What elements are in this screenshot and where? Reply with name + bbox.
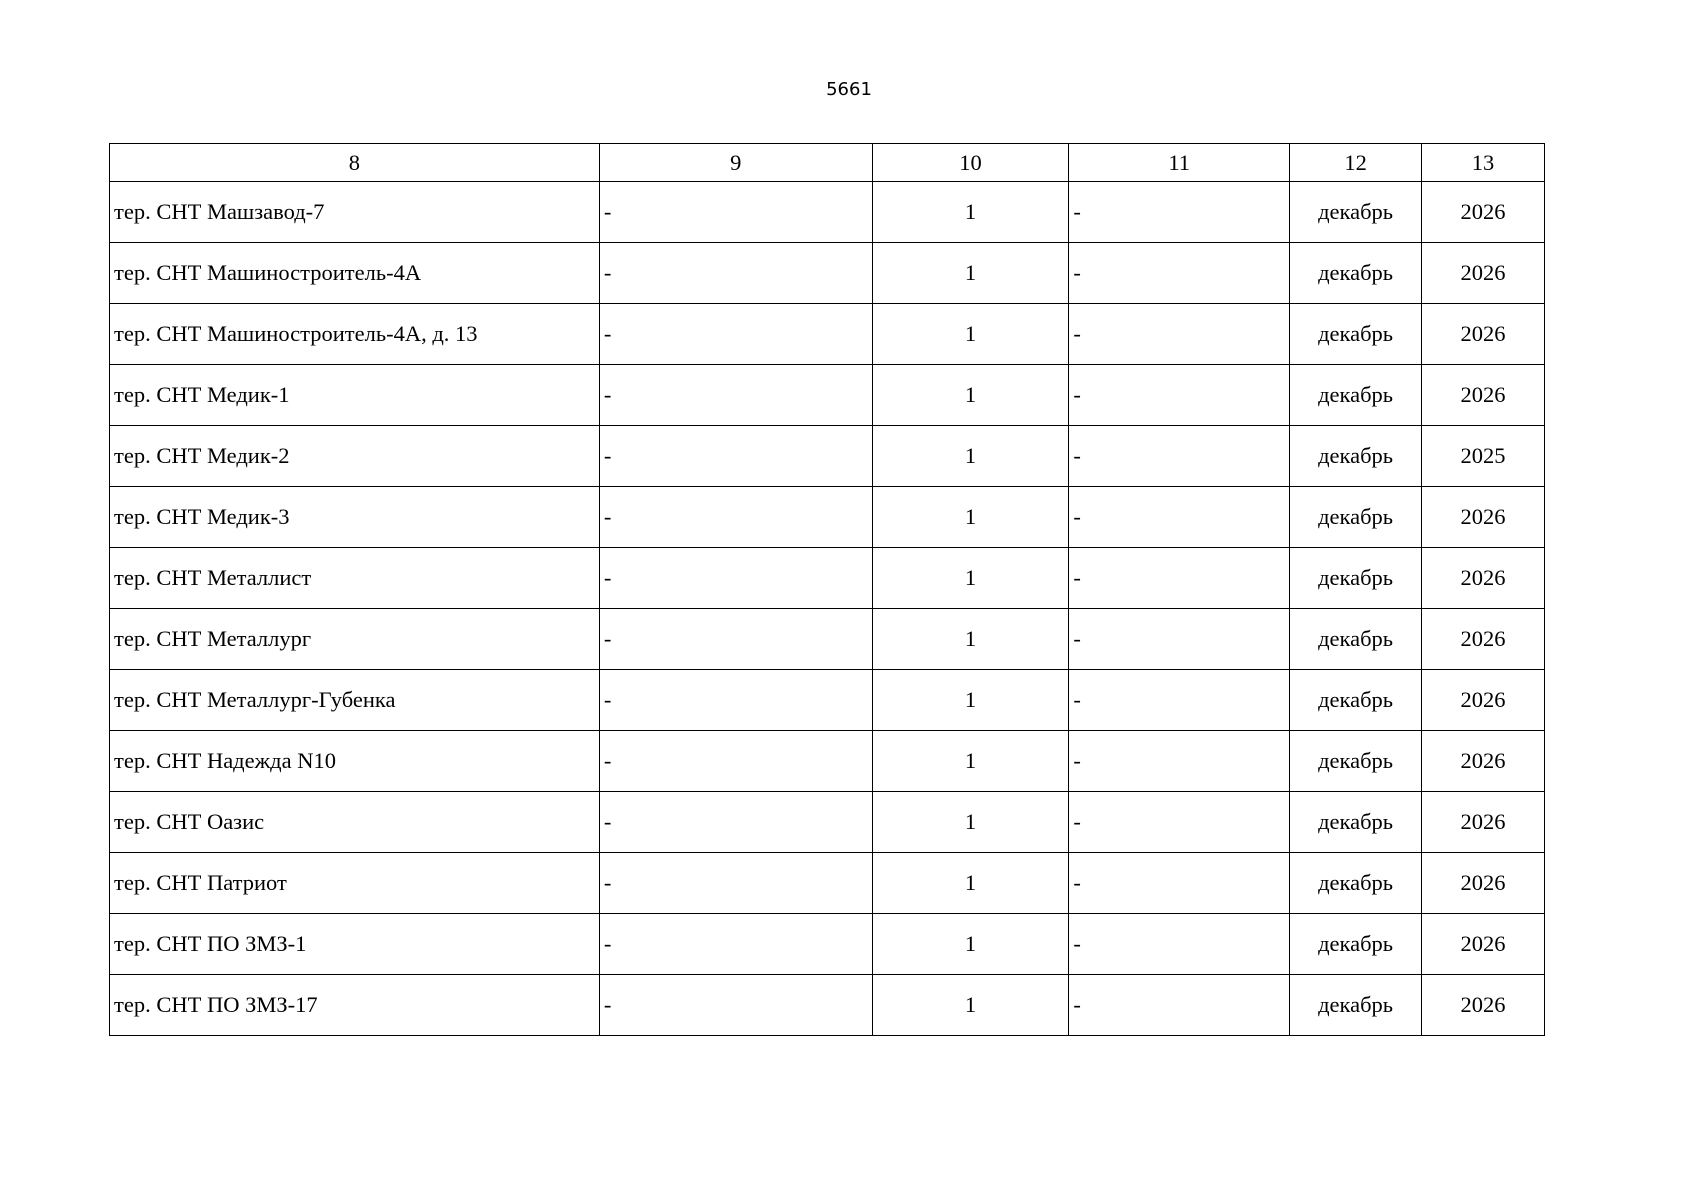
table-row	[110, 548, 1545, 609]
cell-month: декабрь	[1290, 365, 1422, 426]
column-header-col-11: 11	[1069, 144, 1290, 182]
cell-year: 2026	[1422, 853, 1545, 914]
cell-address: тер. СНТ Металлург	[110, 609, 600, 670]
cell-address: тер. СНТ Медик-1	[110, 365, 600, 426]
cell-address: тер. СНТ ПО ЗМЗ-17	[110, 975, 600, 1036]
cell-col-9: -	[599, 914, 872, 975]
cell-col-10: 1	[872, 182, 1069, 243]
cell-address: тер. СНТ Медик-3	[110, 487, 600, 548]
cell-year: 2026	[1422, 182, 1545, 243]
table-row	[110, 914, 1545, 975]
column-header-year: 13	[1422, 144, 1545, 182]
cell-col-10: 1	[872, 731, 1069, 792]
cell-month: декабрь	[1290, 731, 1422, 792]
cell-col-11: -	[1069, 304, 1290, 365]
table-row	[110, 609, 1545, 670]
cell-col-9: -	[599, 365, 872, 426]
cell-month: декабрь	[1290, 304, 1422, 365]
cell-col-11: -	[1069, 487, 1290, 548]
cell-year: 2026	[1422, 304, 1545, 365]
cell-col-10: 1	[872, 853, 1069, 914]
cell-col-10: 1	[872, 365, 1069, 426]
cell-month: декабрь	[1290, 609, 1422, 670]
cell-col-9: -	[599, 548, 872, 609]
cell-col-11: -	[1069, 243, 1290, 304]
cell-col-9: -	[599, 487, 872, 548]
column-header-col-10: 10	[872, 144, 1069, 182]
cell-month: декабрь	[1290, 975, 1422, 1036]
table-row	[110, 304, 1545, 365]
cell-year: 2026	[1422, 365, 1545, 426]
cell-col-11: -	[1069, 792, 1290, 853]
cell-year: 2026	[1422, 609, 1545, 670]
cell-year: 2026	[1422, 914, 1545, 975]
data-table	[109, 143, 1545, 1036]
cell-address: тер. СНТ Медик-2	[110, 426, 600, 487]
cell-col-11: -	[1069, 609, 1290, 670]
cell-address: тер. СНТ Оазис	[110, 792, 600, 853]
cell-col-10: 1	[872, 426, 1069, 487]
cell-address: тер. СНТ ПО ЗМЗ-1	[110, 914, 600, 975]
cell-col-9: -	[599, 426, 872, 487]
cell-address: тер. СНТ Надежда N10	[110, 731, 600, 792]
cell-address: тер. СНТ Патриот	[110, 853, 600, 914]
cell-col-10: 1	[872, 670, 1069, 731]
cell-address: тер. СНТ Машзавод-7	[110, 182, 600, 243]
cell-col-10: 1	[872, 304, 1069, 365]
cell-month: декабрь	[1290, 243, 1422, 304]
cell-col-11: -	[1069, 975, 1290, 1036]
table-body	[110, 182, 1545, 1036]
cell-address: тер. СНТ Металлург-Губенка	[110, 670, 600, 731]
cell-month: декабрь	[1290, 548, 1422, 609]
column-header-col-9: 9	[599, 144, 872, 182]
cell-col-10: 1	[872, 548, 1069, 609]
cell-month: декабрь	[1290, 487, 1422, 548]
cell-year: 2026	[1422, 670, 1545, 731]
cell-col-10: 1	[872, 914, 1069, 975]
table-row	[110, 853, 1545, 914]
page-number: 5661	[826, 79, 872, 100]
column-header-month: 12	[1290, 144, 1422, 182]
cell-month: декабрь	[1290, 853, 1422, 914]
cell-year: 2026	[1422, 487, 1545, 548]
cell-col-9: -	[599, 609, 872, 670]
table-row	[110, 792, 1545, 853]
cell-year: 2026	[1422, 548, 1545, 609]
cell-col-10: 1	[872, 243, 1069, 304]
cell-col-9: -	[599, 243, 872, 304]
cell-address: тер. СНТ Металлист	[110, 548, 600, 609]
cell-year: 2025	[1422, 426, 1545, 487]
cell-col-10: 1	[872, 975, 1069, 1036]
cell-col-9: -	[599, 304, 872, 365]
cell-col-9: -	[599, 853, 872, 914]
table-row	[110, 487, 1545, 548]
table-row	[110, 182, 1545, 243]
cell-col-11: -	[1069, 548, 1290, 609]
cell-month: декабрь	[1290, 914, 1422, 975]
cell-col-9: -	[599, 975, 872, 1036]
cell-address: тер. СНТ Машиностроитель-4А	[110, 243, 600, 304]
table-row	[110, 243, 1545, 304]
column-header-address: 8	[110, 144, 600, 182]
cell-col-9: -	[599, 731, 872, 792]
cell-year: 2026	[1422, 975, 1545, 1036]
table-row	[110, 426, 1545, 487]
cell-col-10: 1	[872, 792, 1069, 853]
cell-col-9: -	[599, 182, 872, 243]
cell-col-11: -	[1069, 853, 1290, 914]
table-row	[110, 670, 1545, 731]
cell-col-10: 1	[872, 609, 1069, 670]
cell-col-11: -	[1069, 426, 1290, 487]
cell-col-10: 1	[872, 487, 1069, 548]
cell-month: декабрь	[1290, 792, 1422, 853]
table-row	[110, 975, 1545, 1036]
cell-col-11: -	[1069, 365, 1290, 426]
header-row	[110, 144, 1545, 182]
cell-year: 2026	[1422, 792, 1545, 853]
cell-month: декабрь	[1290, 426, 1422, 487]
cell-col-11: -	[1069, 914, 1290, 975]
cell-col-11: -	[1069, 670, 1290, 731]
cell-address: тер. СНТ Машиностроитель-4А, д. 13	[110, 304, 600, 365]
table-row	[110, 365, 1545, 426]
cell-month: декабрь	[1290, 670, 1422, 731]
cell-year: 2026	[1422, 731, 1545, 792]
cell-col-9: -	[599, 792, 872, 853]
cell-col-11: -	[1069, 182, 1290, 243]
cell-col-9: -	[599, 670, 872, 731]
table-row	[110, 731, 1545, 792]
cell-month: декабрь	[1290, 182, 1422, 243]
cell-year: 2026	[1422, 243, 1545, 304]
cell-col-11: -	[1069, 731, 1290, 792]
